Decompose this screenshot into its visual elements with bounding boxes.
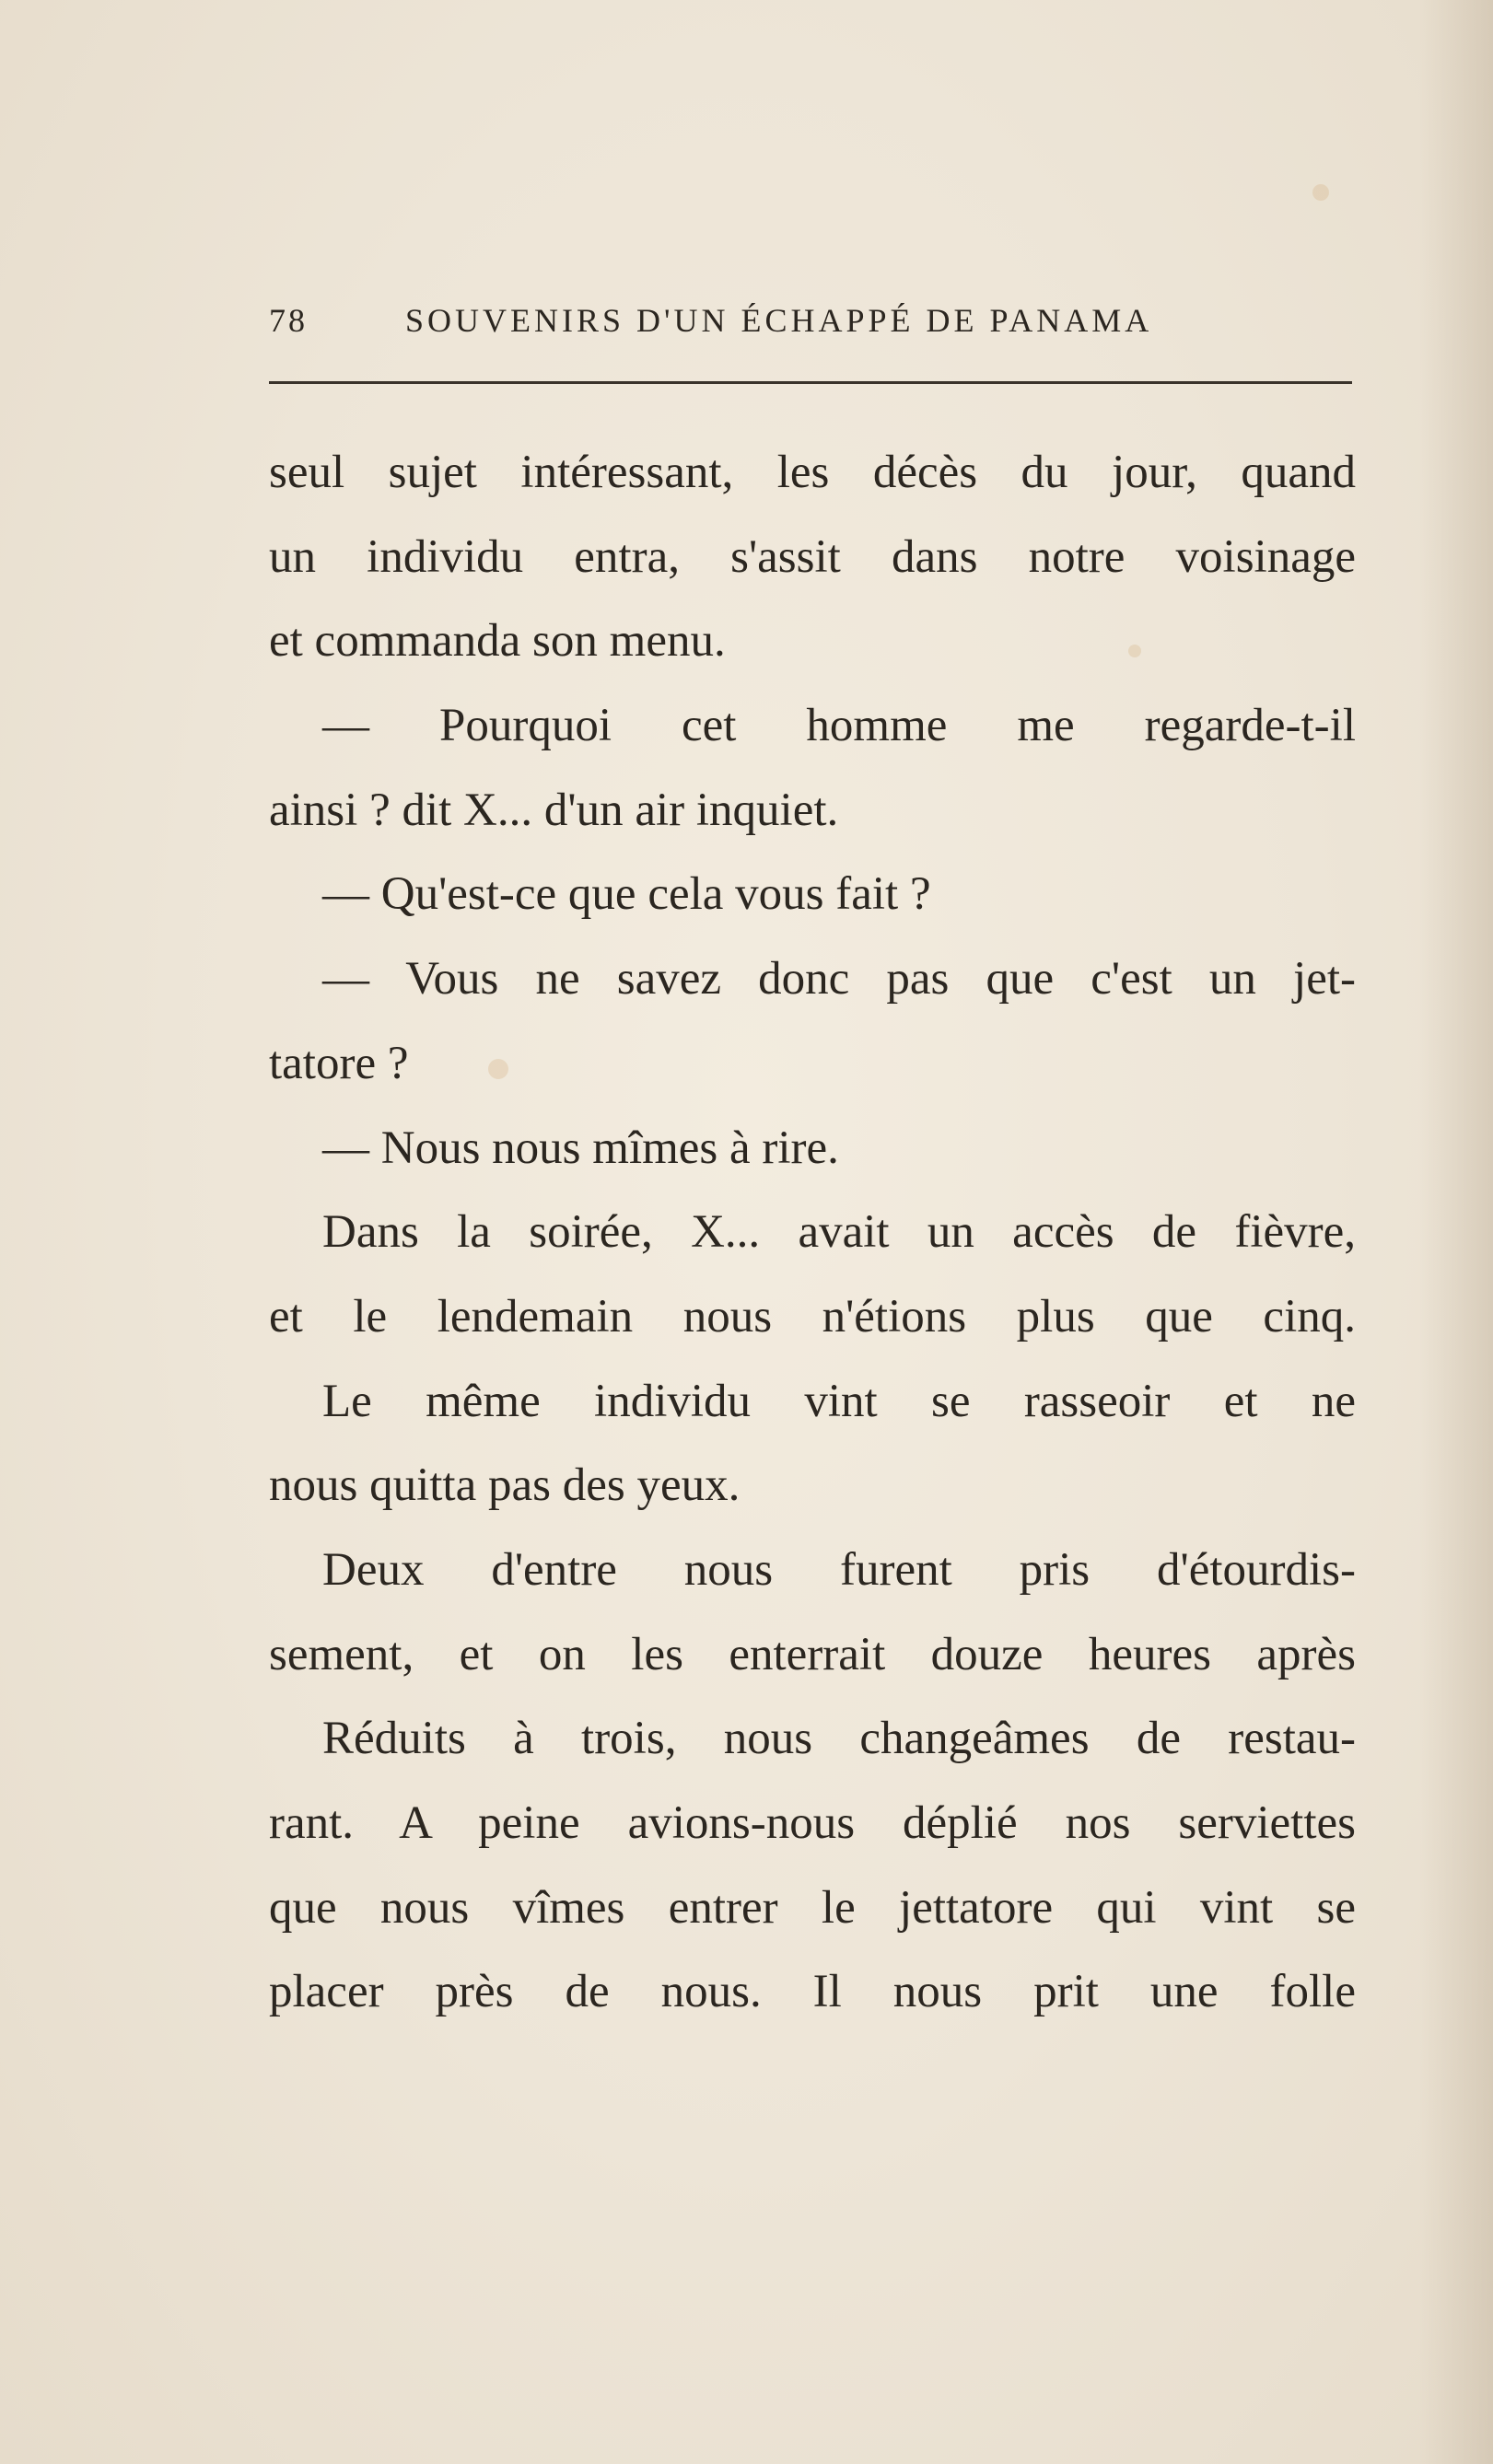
text-line: sement, et on les enterrait douze heures après xyxy=(269,1628,1356,1680)
text-line: — Qu'est-ce que cela vous fait ? xyxy=(322,868,931,921)
body-text xyxy=(269,431,1356,2035)
text-line: et commanda son menu. xyxy=(269,615,726,668)
text-line: — Pourquoi cet homme me regarde-t-il xyxy=(322,700,1356,752)
running-head xyxy=(269,293,1227,348)
header-rule xyxy=(269,381,1352,384)
text-line: ainsi ? dit X... d'un air inquiet. xyxy=(269,784,839,836)
text-line: placer près de nous. Il nous prit une folle xyxy=(269,1966,1356,2018)
text-line: tatore ? xyxy=(269,1037,409,1089)
text-line: et le lendemain nous n'étions plus que cinq. xyxy=(269,1290,1356,1342)
text-line: un individu entra, s'assit dans notre voisinage xyxy=(269,530,1356,583)
text-line: — Nous nous mîmes à rire. xyxy=(322,1122,839,1174)
text-line: — Vous ne savez donc pas que c'est un jet- xyxy=(322,953,1356,1005)
running-title: SOUVENIRS D'UN ÉCHAPPÉ DE PANAMA xyxy=(405,302,1153,339)
text-line: Réduits à trois, nous changeâmes de restau- xyxy=(322,1713,1356,1765)
page-edge-shadow xyxy=(1419,0,1493,2464)
text-line: Dans la soirée, X... avait un accès de fièvre, xyxy=(322,1206,1356,1259)
foxing-spot xyxy=(1312,184,1329,201)
text-line: que nous vîmes entrer le jettatore qui vint se xyxy=(269,1881,1356,1934)
page-number: 78 xyxy=(269,302,308,339)
text-line: nous quitta pas des yeux. xyxy=(269,1459,741,1512)
text-line: rant. A peine avions-nous déplié nos serviettes xyxy=(269,1797,1356,1849)
text-line: seul sujet intéressant, les décès du jour, quand xyxy=(269,447,1356,498)
text-line: Le même individu vint se rasseoir et ne xyxy=(322,1375,1356,1427)
text-line: Deux d'entre nous furent pris d'étourdis- xyxy=(322,1543,1356,1596)
